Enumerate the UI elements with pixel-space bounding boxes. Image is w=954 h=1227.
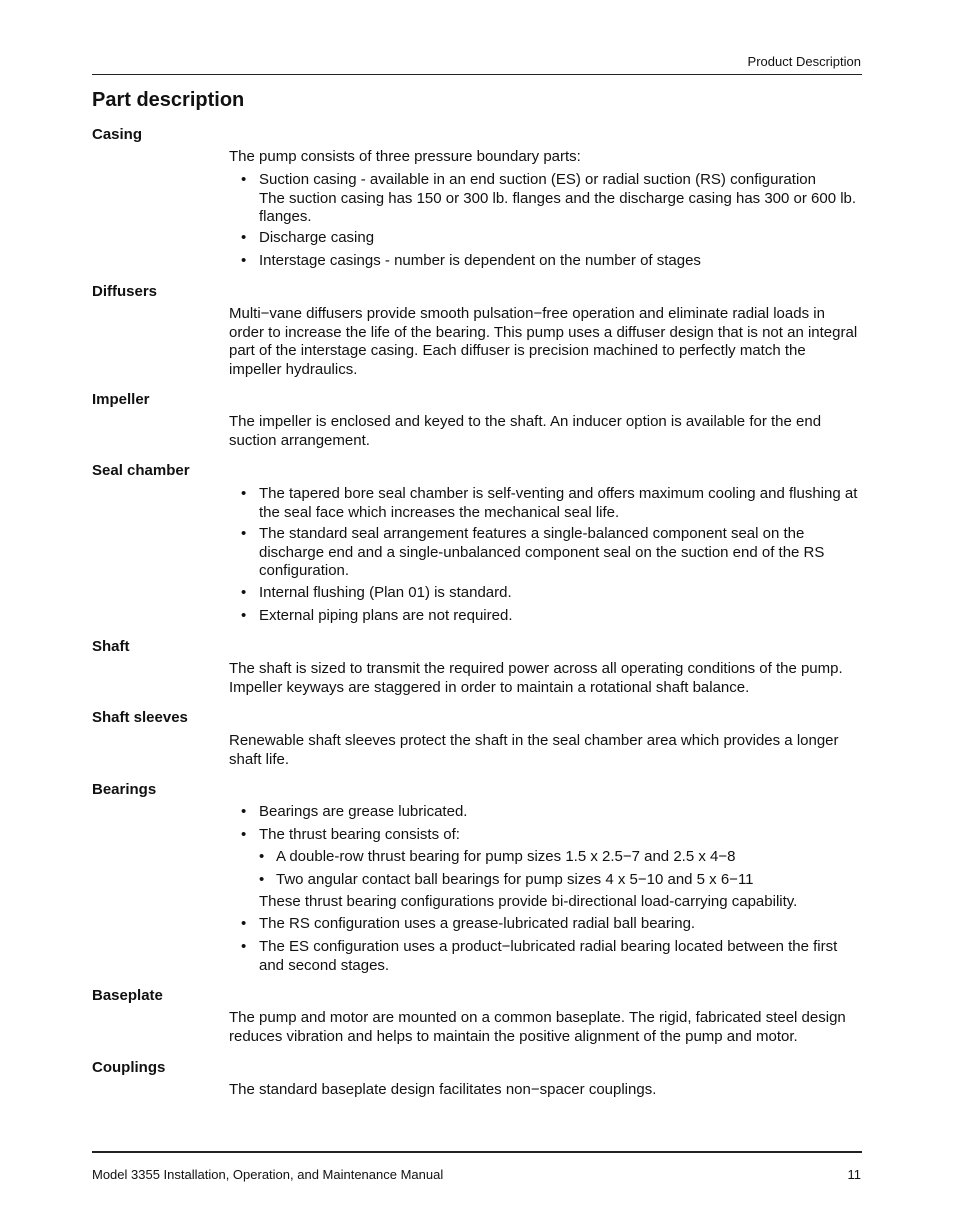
bullet-marker: • bbox=[241, 171, 247, 188]
seal-bullet-standard-arrangement: The standard seal arrangement features a single-balanced component seal on the discharge end and a single-unbalanced component seal on the suction end of the RS configuration. bbox=[259, 525, 825, 579]
casing-bullet-interstage: Interstage casings - number is dependent on the number of stages bbox=[259, 252, 701, 269]
running-header: Product Description bbox=[747, 54, 861, 69]
heading-shaft: Shaft bbox=[92, 638, 130, 655]
bullet-marker: • bbox=[241, 485, 247, 502]
bullet-marker: • bbox=[241, 938, 247, 955]
couplings-text: The standard baseplate design facilitates non−spacer couplings. bbox=[229, 1081, 657, 1098]
bullet-marker: • bbox=[241, 915, 247, 932]
seal-bullet-external-piping: External piping plans are not required. bbox=[259, 607, 513, 624]
heading-diffusers: Diffusers bbox=[92, 283, 158, 300]
casing-intro: The pump consists of three pressure boundary parts: bbox=[229, 148, 581, 165]
bullet-marker: • bbox=[241, 252, 247, 269]
casing-bullet-suction bbox=[259, 171, 861, 227]
footer-manual-title: Model 3355 Installation, Operation, and Maintenance Manual bbox=[92, 1167, 444, 1182]
bullet-marker: • bbox=[241, 803, 247, 820]
bearings-bullet-rs-config: The RS configuration uses a grease-lubricated radial ball bearing. bbox=[259, 915, 696, 932]
casing-bullet-discharge: Discharge casing bbox=[259, 229, 375, 246]
page-number: 11 bbox=[847, 1167, 861, 1182]
bullet-marker: • bbox=[241, 826, 247, 843]
header-rule bbox=[92, 74, 862, 75]
heading-shaft-sleeves: Shaft sleeves bbox=[92, 709, 188, 726]
baseplate-text: The pump and motor are mounted on a common baseplate. The rigid, fabricated steel design reduces vibration and helps to maintain the positive alignment of the pump and motor. bbox=[229, 1009, 846, 1045]
casing-bullet-suction-line2: The suction casing has 150 or 300 lb. flanges and the discharge casing has 300 or 600 lb. flanges. bbox=[259, 189, 857, 225]
page-title: Part description bbox=[92, 89, 245, 111]
shaft-sleeves-text: Renewable shaft sleeves protect the shaft in the seal chamber area which provides a longer shaft life. bbox=[229, 732, 839, 768]
bearings-bullet-grease: Bearings are grease lubricated. bbox=[259, 803, 468, 820]
bullet-marker: • bbox=[241, 525, 247, 542]
bearings-bullet-thrust: The thrust bearing consists of: bbox=[259, 826, 460, 843]
bullet-marker: • bbox=[241, 584, 247, 601]
sub-bullet-marker: • bbox=[259, 871, 265, 888]
bullet-marker: • bbox=[241, 229, 247, 246]
shaft-text: The shaft is sized to transmit the required power across all operating conditions of the pump. Impeller keyways are staggered in order to maintain a rotational shaft balance. bbox=[229, 660, 843, 696]
footer-rule bbox=[92, 1151, 862, 1153]
diffusers-text: Multi−vane diffusers provide smooth pulsation−free operation and eliminate radial loads in order to increase the life of the bearing. This pump uses a diffuser design that is not an integral part of the interstage casing. Each diffuser is precision machined to perfectly match the impeller hydraulics. bbox=[229, 305, 858, 378]
bearings-bullet-es-config: The ES configuration uses a product−lubricated radial bearing located between the first and second stages. bbox=[259, 938, 838, 974]
heading-seal-chamber: Seal chamber bbox=[92, 462, 190, 479]
seal-bullet-tapered-bore: The tapered bore seal chamber is self-venting and offers maximum cooling and flushing at the seal face which increases the mechanical seal life. bbox=[259, 485, 858, 521]
bearings-sub-double-row: A double-row thrust bearing for pump sizes 1.5 x 2.5−7 and 2.5 x 4−8 bbox=[276, 848, 736, 865]
bearings-sub-angular-contact: Two angular contact ball bearings for pump sizes 4 x 5−10 and 5 x 6−11 bbox=[276, 871, 754, 888]
casing-bullet-suction-line1: Suction casing - available in an end suction (ES) or radial suction (RS) configuration bbox=[259, 171, 816, 188]
sub-bullet-marker: • bbox=[259, 848, 265, 865]
heading-impeller: Impeller bbox=[92, 391, 150, 408]
heading-bearings: Bearings bbox=[92, 781, 157, 798]
heading-casing: Casing bbox=[92, 126, 143, 143]
bearings-thrust-note: These thrust bearing configurations provide bi-directional load-carrying capability. bbox=[259, 893, 798, 910]
heading-couplings: Couplings bbox=[92, 1059, 166, 1076]
seal-bullet-internal-flushing: Internal flushing (Plan 01) is standard. bbox=[259, 584, 512, 601]
heading-baseplate: Baseplate bbox=[92, 987, 163, 1004]
impeller-text: The impeller is enclosed and keyed to the shaft. An inducer option is available for the end suction arrangement. bbox=[229, 413, 822, 449]
bullet-marker: • bbox=[241, 607, 247, 624]
